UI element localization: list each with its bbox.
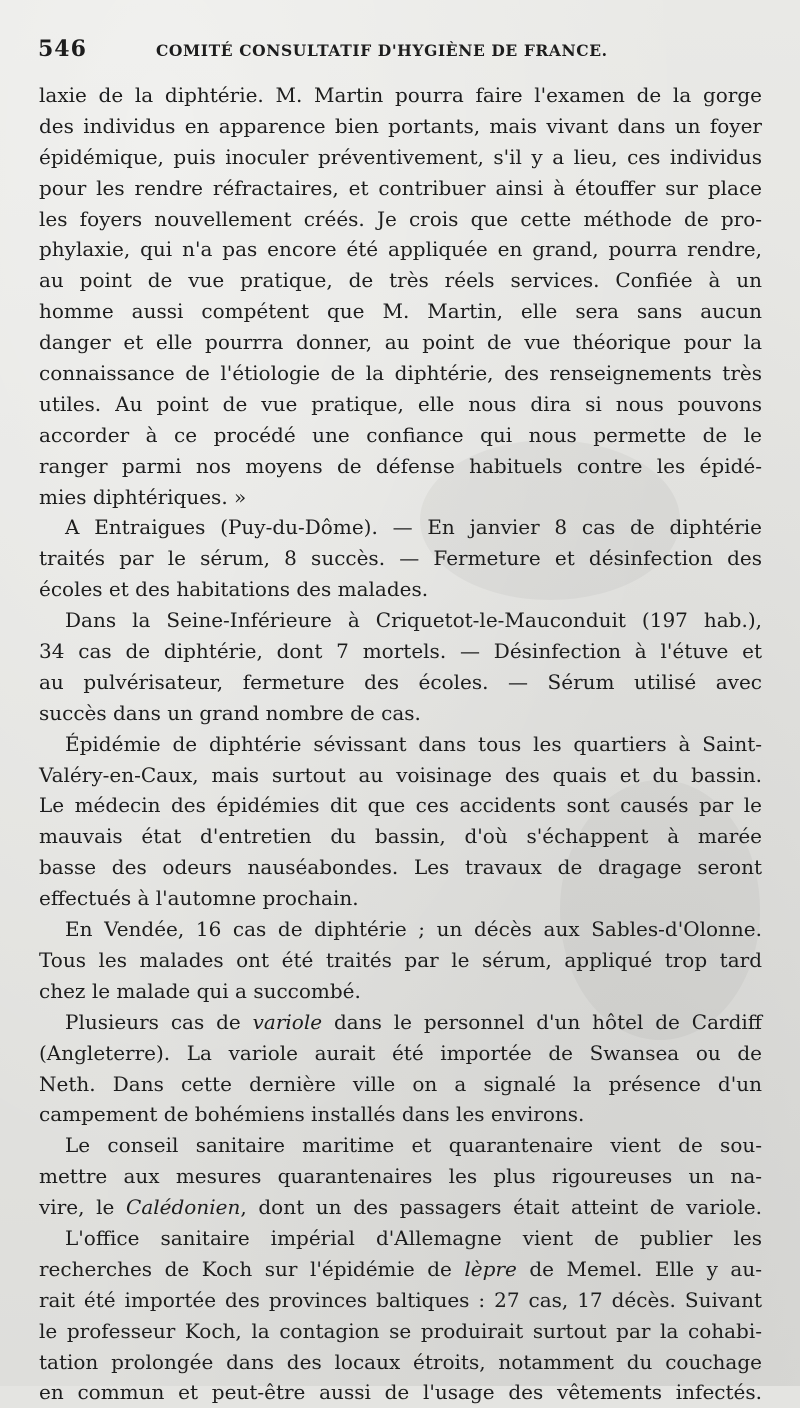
- text-line: mauvais état d'entretien du bassin, d'où s'échappent à marée: [39, 824, 762, 849]
- text-run: , dont un des passagers était atteint de variole.: [240, 1195, 762, 1220]
- text-line: des individus en apparence bien portants, mais vivant dans un foyer: [39, 113, 762, 138]
- text-line: Dans la Seine-Inférieure à Criquetot-le-Mauconduit (197 hab.),: [65, 608, 762, 633]
- text-line: campement de bohémiens installés dans les environs.: [39, 1102, 585, 1127]
- page-header: [38, 36, 760, 66]
- text-line: épidémique, puis inoculer préventivement, s'il y a lieu, ces individus: [39, 144, 762, 169]
- text-line: Épidémie de diphtérie sévissant dans tous les quartiers à Saint-: [65, 731, 762, 756]
- text-line: pour les rendre réfractaires, et contribuer ainsi à étouffer sur place: [39, 175, 762, 200]
- text-line: Le médecin des épidémies dit que ces accidents sont causés par le: [39, 793, 762, 818]
- text-line: au point de vue pratique, de très réels services. Confiée à un: [39, 268, 762, 293]
- text-line: ranger parmi nos moyens de défense habituels contre les épidé-: [39, 453, 762, 478]
- body-text: [39, 80, 762, 1408]
- text-line: En Vendée, 16 cas de diphtérie ; un décès aux Sables-d'Olonne.: [65, 917, 762, 942]
- text-line: mettre aux mesures quarantenaires les plus rigoureuses un na-: [39, 1164, 762, 1189]
- text-run: vire, le: [39, 1195, 127, 1220]
- text-line: connaissance de l'étiologie de la diphtérie, des renseignements très: [39, 361, 762, 386]
- text-run: de Memel. Elle y au-: [516, 1256, 762, 1281]
- text-run: dans le personnel d'un hôtel de Cardiff: [322, 1009, 762, 1034]
- text-line: basse des odeurs nauséabondes. Les travaux de dragage seront: [39, 855, 762, 880]
- running-title: COMITÉ CONSULTATIF D'HYGIÈNE DE FRANCE.: [156, 41, 608, 60]
- text-line: [39, 1254, 762, 1285]
- text-line: Valéry-en-Caux, mais surtout au voisinage des quais et du bassin.: [39, 762, 762, 787]
- text-line: phylaxie, qui n'a pas encore été appliquée en grand, pourra rendre,: [39, 237, 762, 262]
- text-line: traités par le sérum, 8 succès. — Fermeture et désinfection des: [39, 546, 762, 571]
- text-line: succès dans un grand nombre de cas.: [39, 700, 421, 725]
- text-line: au pulvérisateur, fermeture des écoles. — Sérum utilisé avec: [39, 669, 762, 694]
- text-line: (Angleterre). La variole aurait été importée de Swansea ou de: [39, 1040, 762, 1065]
- text-line: [39, 1192, 762, 1223]
- text-line: écoles et des habitations des malades.: [39, 577, 429, 602]
- text-line: accorder à ce procédé une confiance qui nous permette de le: [39, 422, 762, 447]
- text-line: 34 cas de diphtérie, dont 7 mortels. — Désinfection à l'étuve et: [39, 639, 762, 664]
- italic-term: variole: [252, 1009, 323, 1034]
- text-line: L'office sanitaire impérial d'Allemagne vient de publier les: [65, 1225, 762, 1250]
- text-line: Neth. Dans cette dernière ville on a signalé la présence d'un: [39, 1071, 762, 1096]
- text-line: laxie de la diphtérie. M. Martin pourra faire l'examen de la gorge: [39, 83, 762, 107]
- text-line: rait été importée des provinces baltiques : 27 cas, 17 décès. Suivant: [39, 1287, 762, 1312]
- page-number: 546: [38, 36, 87, 62]
- text-line: Tous les malades ont été traités par le sérum, appliqué trop tard: [39, 947, 762, 972]
- text-line: homme aussi compétent que M. Martin, elle sera sans aucun: [39, 299, 762, 324]
- text-run: Plusieurs cas de: [65, 1009, 253, 1034]
- text-line: Le conseil sanitaire maritime et quarantenaire vient de sou-: [65, 1133, 762, 1158]
- text-line: effectués à l'automne prochain.: [39, 886, 359, 911]
- text-line: chez le malade qui a succombé.: [39, 978, 361, 1003]
- text-run: recherches de Koch sur l'épidémie de: [39, 1256, 465, 1281]
- text-line: danger et elle pourrra donner, au point de vue théorique pour la: [39, 330, 762, 355]
- text-line: tation prolongée dans des locaux étroits, notamment du couchage: [39, 1349, 762, 1374]
- text-line: en commun et peut-être aussi de l'usage des vêtements infectés.: [39, 1380, 762, 1405]
- italic-term: lèpre: [464, 1256, 517, 1281]
- text-line: A Entraigues (Puy-du-Dôme). — En janvier 8 cas de diphtérie: [65, 515, 762, 540]
- text-line: mies diphtériques. »: [39, 484, 247, 509]
- text-line: [39, 1007, 762, 1038]
- text-line: utiles. Au point de vue pratique, elle nous dira si nous pouvons: [39, 391, 762, 416]
- text-line: le professeur Koch, la contagion se produirait surtout par la cohabi-: [39, 1318, 762, 1343]
- text-line: les foyers nouvellement créés. Je crois que cette méthode de pro-: [39, 206, 762, 231]
- italic-term: Calédonien: [126, 1195, 241, 1220]
